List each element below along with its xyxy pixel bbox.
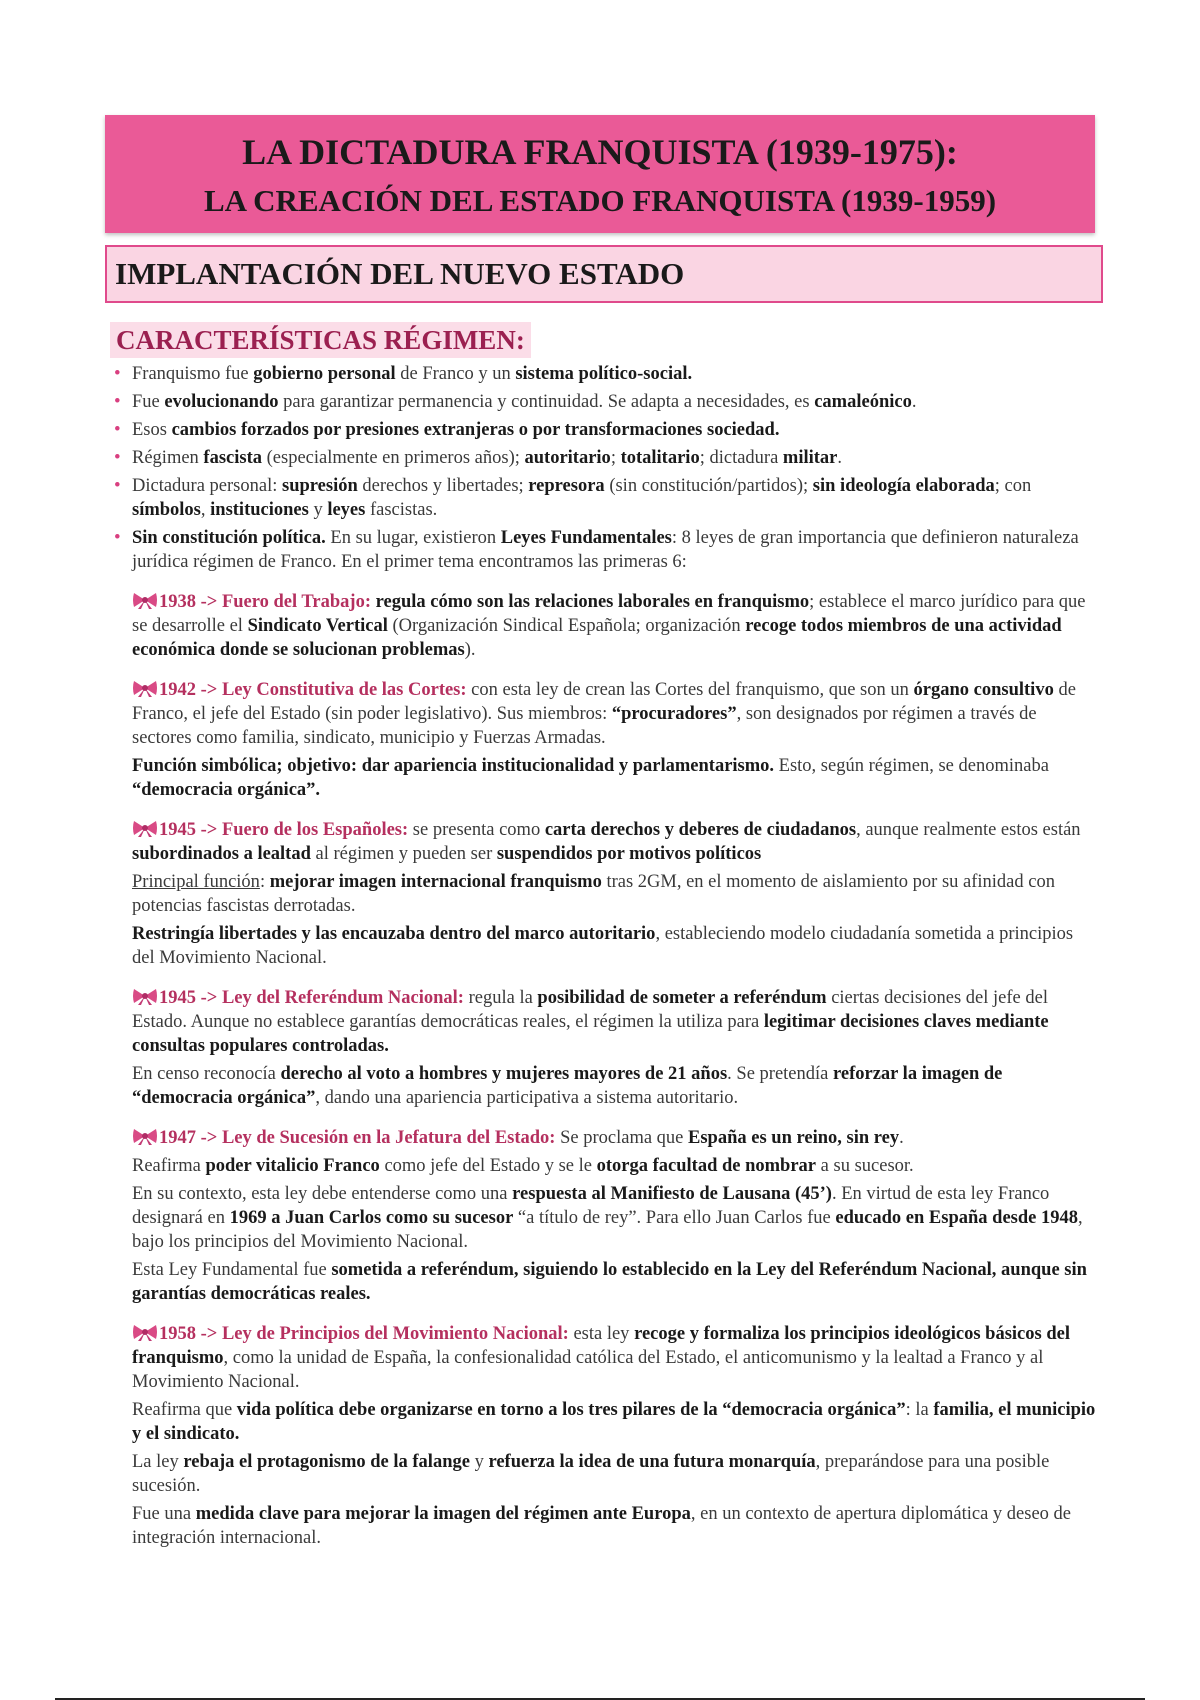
law-heading: 1945 -> Ley del Referéndum Nacional: [159, 988, 464, 1008]
list-item: • Franquismo fue gobierno personal de Franco y un sistema político-social. [110, 362, 1100, 386]
law-principios: 1958 -> Ley de Principios del Movimiento Nacional: esta ley recoge y formaliza los principios ideológicos básicos del franquismo, como la unidad de España, la confesionalidad católica del Estado, el anticomunismo y la lealtad a Franco y al Movimiento Nacional. Reafirma que vida política debe organizarse en torno a los tres pilares de la “democracia orgánica”: la familia, el municipio y el sindicato. La ley rebaja el protagonismo de la falange y refuerza la idea de una futura monarquía, preparándose para una posible sucesión. Fue una medida clave para mejorar la imagen del régimen ante Europa, en un contexto de apertura diplomática y deseo de integración internacional. [132, 1324, 1096, 1548]
bow-icon [132, 591, 158, 609]
list-item: • Fue evolucionando para garantizar permanencia y continuidad. Se adapta a necesidades, es camaleónico. [110, 390, 1100, 414]
law-heading: 1947 -> Ley de Sucesión en la Jefatura del Estado: [159, 1128, 556, 1148]
content-body [110, 362, 1100, 1554]
section-title: IMPLANTACIÓN DEL NUEVO ESTADO [105, 245, 1103, 303]
main-subtitle: LA CREACIÓN DEL ESTADO FRANQUISTA (1939-1959) [203, 183, 997, 218]
law-cortes: 1942 -> Ley Constitutiva de las Cortes: con esta ley de crean las Cortes del franquismo, que son un órgano consultivo de Franco, el jefe del Estado (sin poder legislativo). Sus miembros: “procuradores”, son designados por régimen a través de sectores como familia, sindicato, municipio y Fuerzas Armadas. Función simbólica; objetivo: dar apariencia institucionalidad y parlamentarismo. Esto, según régimen, se denominaba “democracia orgánica”. [132, 680, 1076, 800]
list-item: • Dictadura personal: supresión derechos y libertades; represora (sin constitución/partidos); sin ideología elaborada; con símbolos, instituciones y leyes fascistas. [110, 474, 1100, 522]
characteristics-heading: CARACTERÍSTICAS RÉGIMEN: [110, 322, 531, 358]
list-item: • Esos cambios forzados por presiones extranjeras o por transformaciones sociedad. [110, 418, 1100, 442]
characteristics-list [110, 362, 1100, 574]
law-heading: 1942 -> Ley Constitutiva de las Cortes: [159, 680, 467, 700]
law-heading: 1938 -> Fuero del Trabajo: [159, 592, 371, 612]
title-banner [105, 115, 1095, 233]
law-sucesion: 1947 -> Ley de Sucesión en la Jefatura del Estado: Se proclama que España es un reino, sin rey. Reafirma poder vitalicio Franco como jefe del Estado y se le otorga facultad de nombrar a su sucesor. En su contexto, esta ley debe entenderse como una respuesta al Manifiesto de Lausana (45’). En virtud de esta ley Franco designará en 1969 a Juan Carlos como su sucesor “a título de rey”. Para ello Juan Carlos fue educado en España desde 1948, bajo los principios del Movimiento Nacional. Esta Ley Fundamental fue sometida a referéndum, siguiendo lo establecido en la Ley del Referéndum Nacional, aunque sin garantías democráticas reales. [132, 1128, 1087, 1304]
law-heading: 1958 -> Ley de Principios del Movimiento Nacional: [159, 1324, 569, 1344]
list-item: • Sin constitución política. En su lugar, existieron Leyes Fundamentales: 8 leyes de gran importancia que definieron naturaleza jurídica régimen de Franco. En el primer tema encontramos las primeras 6: [110, 526, 1100, 574]
law-referendum: 1945 -> Ley del Referéndum Nacional: regula la posibilidad de someter a referéndum ciertas decisiones del jefe del Estado. Aunque no establece garantías democráticas reales, el régimen la utiliza para legitimar decisiones claves mediante consultas populares controladas. En censo reconocía derecho al voto a hombres y mujeres mayores de 21 años. Se pretendía reforzar la imagen de “democracia orgánica”, dando una apariencia participativa a sistema autoritario. [132, 988, 1049, 1108]
bow-icon [132, 819, 158, 837]
bow-icon [132, 987, 158, 1005]
main-title: LA DICTADURA FRANQUISTA (1939-1975): [242, 132, 958, 172]
list-item: • Régimen fascista (especialmente en primeros años); autoritario; totalitario; dictadura militar. [110, 446, 1100, 470]
bow-icon [132, 679, 158, 697]
law-fuero-espanoles: 1945 -> Fuero de los Españoles: se presenta como carta derechos y deberes de ciudadanos, aunque realmente estos están subordinados a lealtad al régimen y pueden ser suspendidos por motivos políticos Principal función: mejorar imagen internacional franquismo tras 2GM, en el momento de aislamiento por su afinidad con potencias fascistas derrotadas. Restringía libertades y las encauzaba dentro del marco autoritario, estableciendo modelo ciudadanía sometida a principios del Movimiento Nacional. [132, 820, 1081, 968]
bow-icon [132, 1323, 158, 1341]
bow-icon [132, 1127, 158, 1145]
law-heading: 1945 -> Fuero de los Españoles: [159, 820, 409, 840]
law-fuero-trabajo: 1938 -> Fuero del Trabajo: regula cómo son las relaciones laborales en franquismo; establece el marco jurídico para que se desarrolle el Sindicato Vertical (Organización Sindical Española; organización recoge todos miembros de una actividad económica donde se solucionan problemas). [132, 592, 1086, 660]
